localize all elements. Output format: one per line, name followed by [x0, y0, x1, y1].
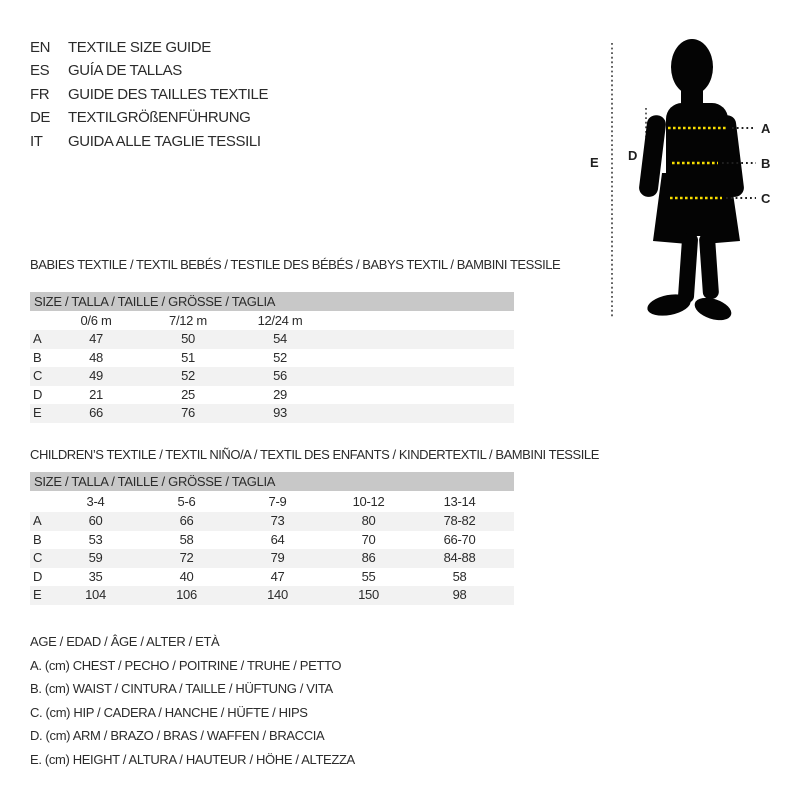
cell-value: 64 [270, 531, 285, 547]
babies-section-title: BABIES TEXTILE / TEXTIL BEBÉS / TESTILE DES BÉBÉS / BABYS TEXTIL / BAMBINI TESSILE [30, 257, 561, 272]
measure-label-e: E [590, 155, 599, 170]
cell-value: 66-70 [443, 531, 476, 547]
table-row [30, 386, 514, 405]
table-row [30, 512, 514, 531]
cell-value: 79 [270, 550, 285, 565]
row-filler [505, 586, 514, 605]
language-label: TEXTILGRÖßENFÜHRUNG [68, 109, 251, 127]
cell-value: 106 [176, 587, 197, 602]
row-label: C [33, 368, 43, 383]
child-silhouette-figure [580, 25, 795, 325]
language-title-block [30, 36, 268, 153]
children-size-table [30, 472, 514, 605]
table-row [30, 586, 514, 605]
row-label: A [33, 331, 42, 346]
language-row [30, 106, 268, 129]
language-code: FR [30, 85, 50, 103]
cell-value: 7/12 m [169, 313, 207, 328]
cell-value: 60 [88, 513, 103, 528]
child-silhouette [638, 39, 745, 324]
cell-value: 50 [181, 331, 195, 346]
cell-value: 49 [89, 368, 103, 383]
language-label: GUÍA DE TALLAS [68, 62, 182, 80]
cell-value: 84-88 [443, 550, 476, 565]
table-row [30, 330, 514, 349]
cell-value: 47 [89, 331, 103, 346]
row-label: E [33, 587, 42, 602]
cell-value: 76 [181, 405, 195, 420]
children-table-header-bar: SIZE / TALLA / TAILLE / GRÖSSE / TAGLIA [30, 472, 514, 491]
table-row [30, 568, 514, 587]
babies-size-table [30, 292, 514, 423]
row-filler [505, 568, 514, 587]
cell-value: 55 [361, 568, 376, 584]
cell-value: 47 [270, 568, 285, 584]
legend-age-line: AGE / EDAD / ÂGE / ALTER / ETÀ [30, 634, 220, 649]
row-label: B [33, 349, 42, 365]
table-row [30, 367, 514, 386]
cell-value: 7-9 [268, 494, 287, 509]
language-code: EN [30, 39, 51, 56]
row-filler [326, 404, 514, 423]
cell-value: 5-6 [177, 494, 196, 509]
language-row [30, 130, 268, 153]
cell-value: 53 [88, 531, 103, 547]
cell-value: 51 [181, 349, 195, 365]
row-filler [505, 512, 514, 531]
language-code: DE [30, 109, 51, 127]
table-row [30, 404, 514, 423]
cell-value: 56 [273, 368, 287, 383]
measure-label-b: B [761, 156, 771, 171]
cell-value: 66 [89, 405, 103, 420]
cell-value: 21 [89, 386, 103, 402]
table-row [30, 549, 514, 568]
cell-value: 48 [89, 349, 103, 365]
row-label: D [33, 386, 43, 402]
cell-value: 52 [273, 349, 287, 365]
row-label: E [33, 405, 42, 420]
row-filler [505, 549, 514, 568]
cell-value: 70 [361, 531, 376, 547]
cell-value: 12/24 m [257, 313, 303, 328]
cell-value: 58 [179, 531, 194, 547]
column-header-row [30, 491, 514, 512]
cell-value: 35 [88, 568, 103, 584]
cell-value: 150 [358, 587, 379, 602]
cell-value: 73 [270, 513, 285, 528]
language-code: IT [30, 132, 43, 150]
children-section-title: CHILDREN’S TEXTILE / TEXTIL NIÑO/A / TEXTIL DES ENFANTS / KINDERTEXTIL / BAMBINI TESSILE [30, 447, 599, 462]
row-filler [326, 311, 514, 330]
language-label: GUIDA ALLE TAGLIE TESSILI [68, 132, 261, 150]
cell-value: 140 [267, 587, 288, 602]
table-row [30, 349, 514, 368]
cell-value: 13-14 [443, 494, 476, 509]
row-label [30, 491, 50, 512]
cell-value: 72 [179, 550, 194, 565]
language-label: GUIDE DES TAILLES TEXTILE [68, 85, 269, 103]
legend-item-line: C. (cm) HIP / CADERA / HANCHE / HÜFTE / HIPS [30, 704, 308, 720]
cell-value: 86 [361, 550, 376, 565]
cell-value: 104 [85, 587, 106, 602]
legend-item-line: E. (cm) HEIGHT / ALTURA / HAUTEUR / HÖHE / ALTEZZA [30, 751, 355, 767]
cell-value: 54 [273, 331, 287, 346]
cell-value: 52 [181, 368, 195, 383]
legend-item-line: D. (cm) ARM / BRAZO / BRAS / WAFFEN / BRACCIA [30, 728, 325, 744]
language-row [30, 59, 268, 82]
cell-value: 10-12 [352, 494, 385, 509]
babies-table-body [30, 311, 514, 423]
legend-item-line: A. (cm) CHEST / PECHO / POITRINE / TRUHE / PETTO [30, 657, 342, 673]
row-filler [505, 491, 514, 512]
babies-table-header-bar: SIZE / TALLA / TAILLE / GRÖSSE / TAGLIA [30, 292, 514, 311]
row-filler [326, 330, 514, 349]
row-label: C [33, 550, 43, 565]
row-label: A [33, 513, 42, 528]
row-label [30, 311, 50, 330]
children-table-body [30, 491, 514, 605]
measurement-legend [30, 630, 355, 772]
measure-label-a: A [761, 121, 771, 136]
cell-value: 78-82 [443, 513, 476, 528]
cell-value: 25 [181, 386, 195, 402]
row-filler [326, 349, 514, 368]
cell-value: 93 [273, 405, 287, 420]
row-label: B [33, 531, 42, 547]
cell-value: 3-4 [86, 494, 105, 509]
row-filler [505, 531, 514, 550]
cell-value: 80 [361, 513, 376, 528]
table-row [30, 531, 514, 550]
cell-value: 0/6 m [80, 313, 112, 328]
cell-value: 98 [452, 587, 467, 602]
language-code: ES [30, 62, 50, 80]
cell-value: 58 [452, 568, 467, 584]
row-filler [326, 386, 514, 405]
cell-value: 59 [88, 550, 103, 565]
row-filler [326, 367, 514, 386]
cell-value: 40 [179, 568, 194, 584]
language-row [30, 83, 268, 106]
legend-item-line: B. (cm) WAIST / CINTURA / TAILLE / HÜFTUNG / VITA [30, 681, 333, 697]
measure-label-d: D [628, 148, 638, 163]
column-header-row [30, 311, 514, 330]
row-label: D [33, 568, 43, 584]
cell-value: 66 [179, 513, 194, 528]
language-label: TEXTILE SIZE GUIDE [68, 39, 211, 56]
measure-label-c: C [761, 191, 771, 206]
language-row [30, 36, 268, 59]
cell-value: 29 [273, 386, 287, 402]
